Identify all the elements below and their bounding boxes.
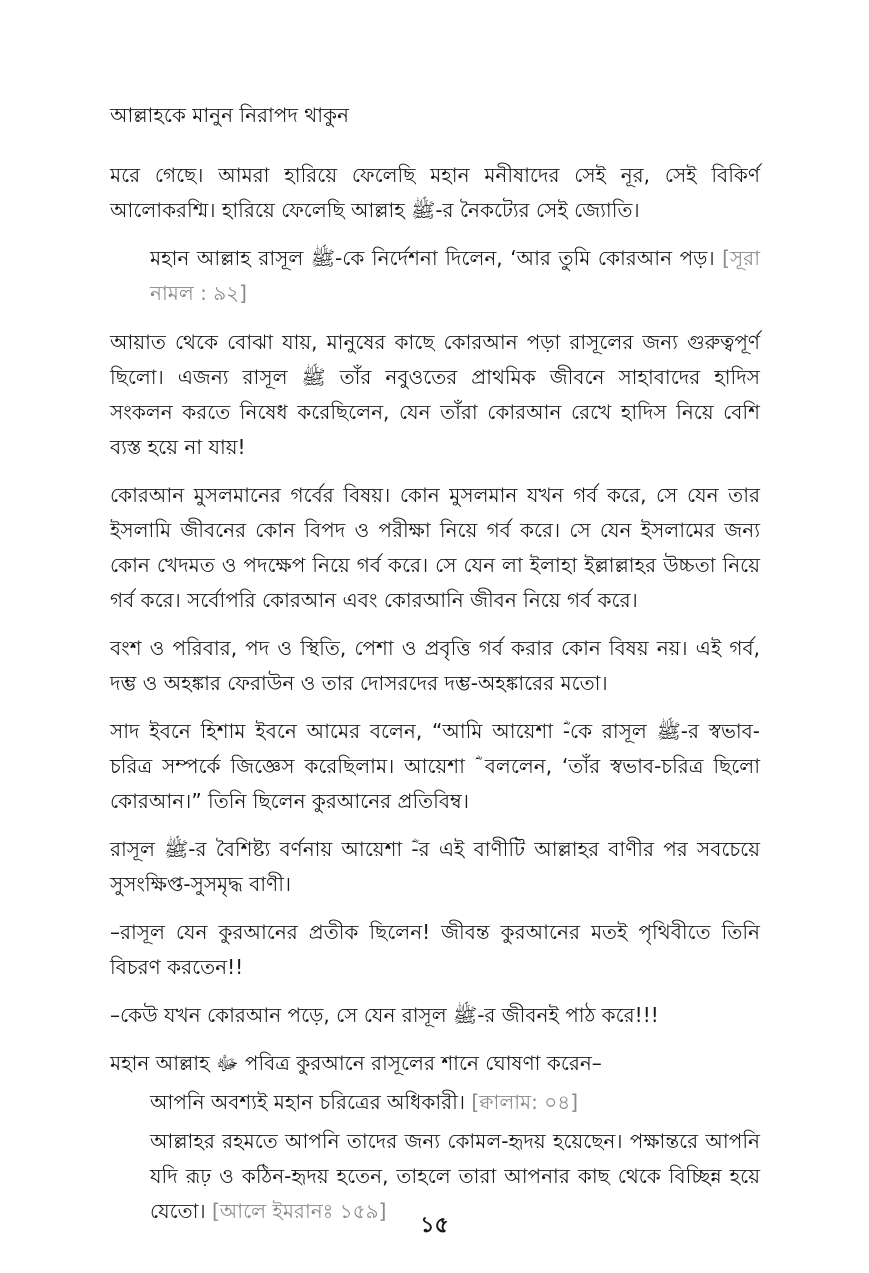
- paragraph-pride-of-quran: কোরআন মুসলমানের গর্বের বিষয়। কোন মুসলমান যখন গর্ব করে, সে যেন তার ইসলামি জীবনের কোন বিপদ ও পরীক্ষা নিয়ে গর্ব করে। সে যেন ইসলামের জন্য কোন খেদমত ও পদক্ষেপ নিয়ে গর্ব করে। সে যেন লা ইলাহা ইল্লাল্লাহর উচ্চতা নিয়ে গর্ব করে। সর্বোপরি কোরআন এবং কোরআনি জীবন নিয়ে গর্ব করে।: [110, 483, 760, 612]
- page-number: ১৫: [420, 1213, 449, 1238]
- quote-text: আল্লাহর রহমতে আপনি তাদের জন্য কোমল-হৃদয় হয়েছেন। পক্ষান্তরে আপনি যদি রূঢ় ও কঠিন-হৃদয় হতেন, তাহলে তারা আপনার কাছ থেকে বিচ্ছিন্ন হয়ে যেতো।: [150, 1129, 760, 1223]
- paragraph-quran-reading: আয়াত থেকে বোঝা যায়, মানুষের কাছে কোরআন পড়া রাসূলের জন্য গুরুত্বপূর্ণ ছিলো। এজন্য রাসূল ﷺ তাঁর নবুওতের প্রাথমিক জীবনে সাহাবাদের হাদিস সংকলন করতে নিষেধ করেছিলেন, যেন তাঁরা কোরআন রেখে হাদিস নিয়ে বেশি ব্যস্ত হয়ে না যায়!: [110, 330, 760, 459]
- paragraph-aisha-statement: রাসূল ﷺ-র বৈশিষ্ট্য বর্ণনায় আয়েশা ؓ-র এই বাণীটি আল্লাহর বাণীর পর সবচেয়ে সুসংক্ষিপ্ত-সুসমৃদ্ধ বাণী।: [110, 837, 760, 896]
- quote-text: আপনি অবশ্যই মহান চরিত্রের অধিকারী।: [150, 1090, 466, 1114]
- paragraph-lineage-pride: বংশ ও পরিবার, পদ ও স্থিতি, পেশা ও প্রবৃত্তি গর্ব করার কোন বিষয় নয়। এই গর্ব, দম্ভ ও অহঙ্কার ফেরাউন ও তার দোসরদের দম্ভ-অহঙ্কারের মতো।: [110, 636, 760, 695]
- paragraph-aisha-narration: সাদ ইবনে হিশাম ইবনে আমের বলেন, “আমি আয়েশা ؓ-কে রাসূল ﷺ-র স্বভাব-চরিত্র সম্পর্কে জিজ্ঞেস করেছিলাম। আয়েশা ؓ বললেন, ‘তাঁর স্বভাব-চরিত্র ছিলো কোরআন।” তিনি ছিলেন কুরআনের প্রতিবিম্ব।: [110, 719, 760, 813]
- quote-reference: [সূরা নামল : ৯২]: [150, 246, 760, 305]
- page-body: [110, 158, 760, 1243]
- quote-reference: [আলে ইমরানঃ ১৫৯]: [212, 1199, 387, 1223]
- quote-reference: [ক্বালাম: ০৪]: [471, 1090, 579, 1114]
- paragraph-reading-life: –কেউ যখন কোরআন পড়ে, সে যেন রাসূল ﷺ-র জীবনই পাঠ করে!!!: [110, 1003, 659, 1027]
- paragraph-intro: মরে গেছে। আমরা হারিয়ে ফেলেছি মহান মনীষাদের সেই নূর, সেই বিকির্ণ আলোকরশ্মি। হারিয়ে ফেলেছি আল্লাহ ﷺ-র নৈকট্যের সেই জ্যোতি।: [110, 163, 760, 222]
- paragraph-allah-declares: মহান আল্লাহ ﷻ পবিত্র কুরআনে রাসূলের শানে ঘোষণা করেন–: [110, 1051, 602, 1075]
- quote-surah-naml: [110, 241, 760, 311]
- quote-surah-qalam: [110, 1085, 760, 1120]
- quote-text: মহান আল্লাহ রাসূল ﷺ-কে নির্দেশনা দিলেন, ‘আর তুমি কোরআন পড়।: [150, 246, 715, 270]
- running-header: আল্লাহকে মানুন নিরাপদ থাকুন: [110, 103, 349, 127]
- paragraph-living-quran: –রাসূল যেন কুরআনের প্রতীক ছিলেন! জীবন্ত কুরআনের মতই পৃথিবীতে তিনি বিচরণ করতেন!!: [110, 920, 760, 979]
